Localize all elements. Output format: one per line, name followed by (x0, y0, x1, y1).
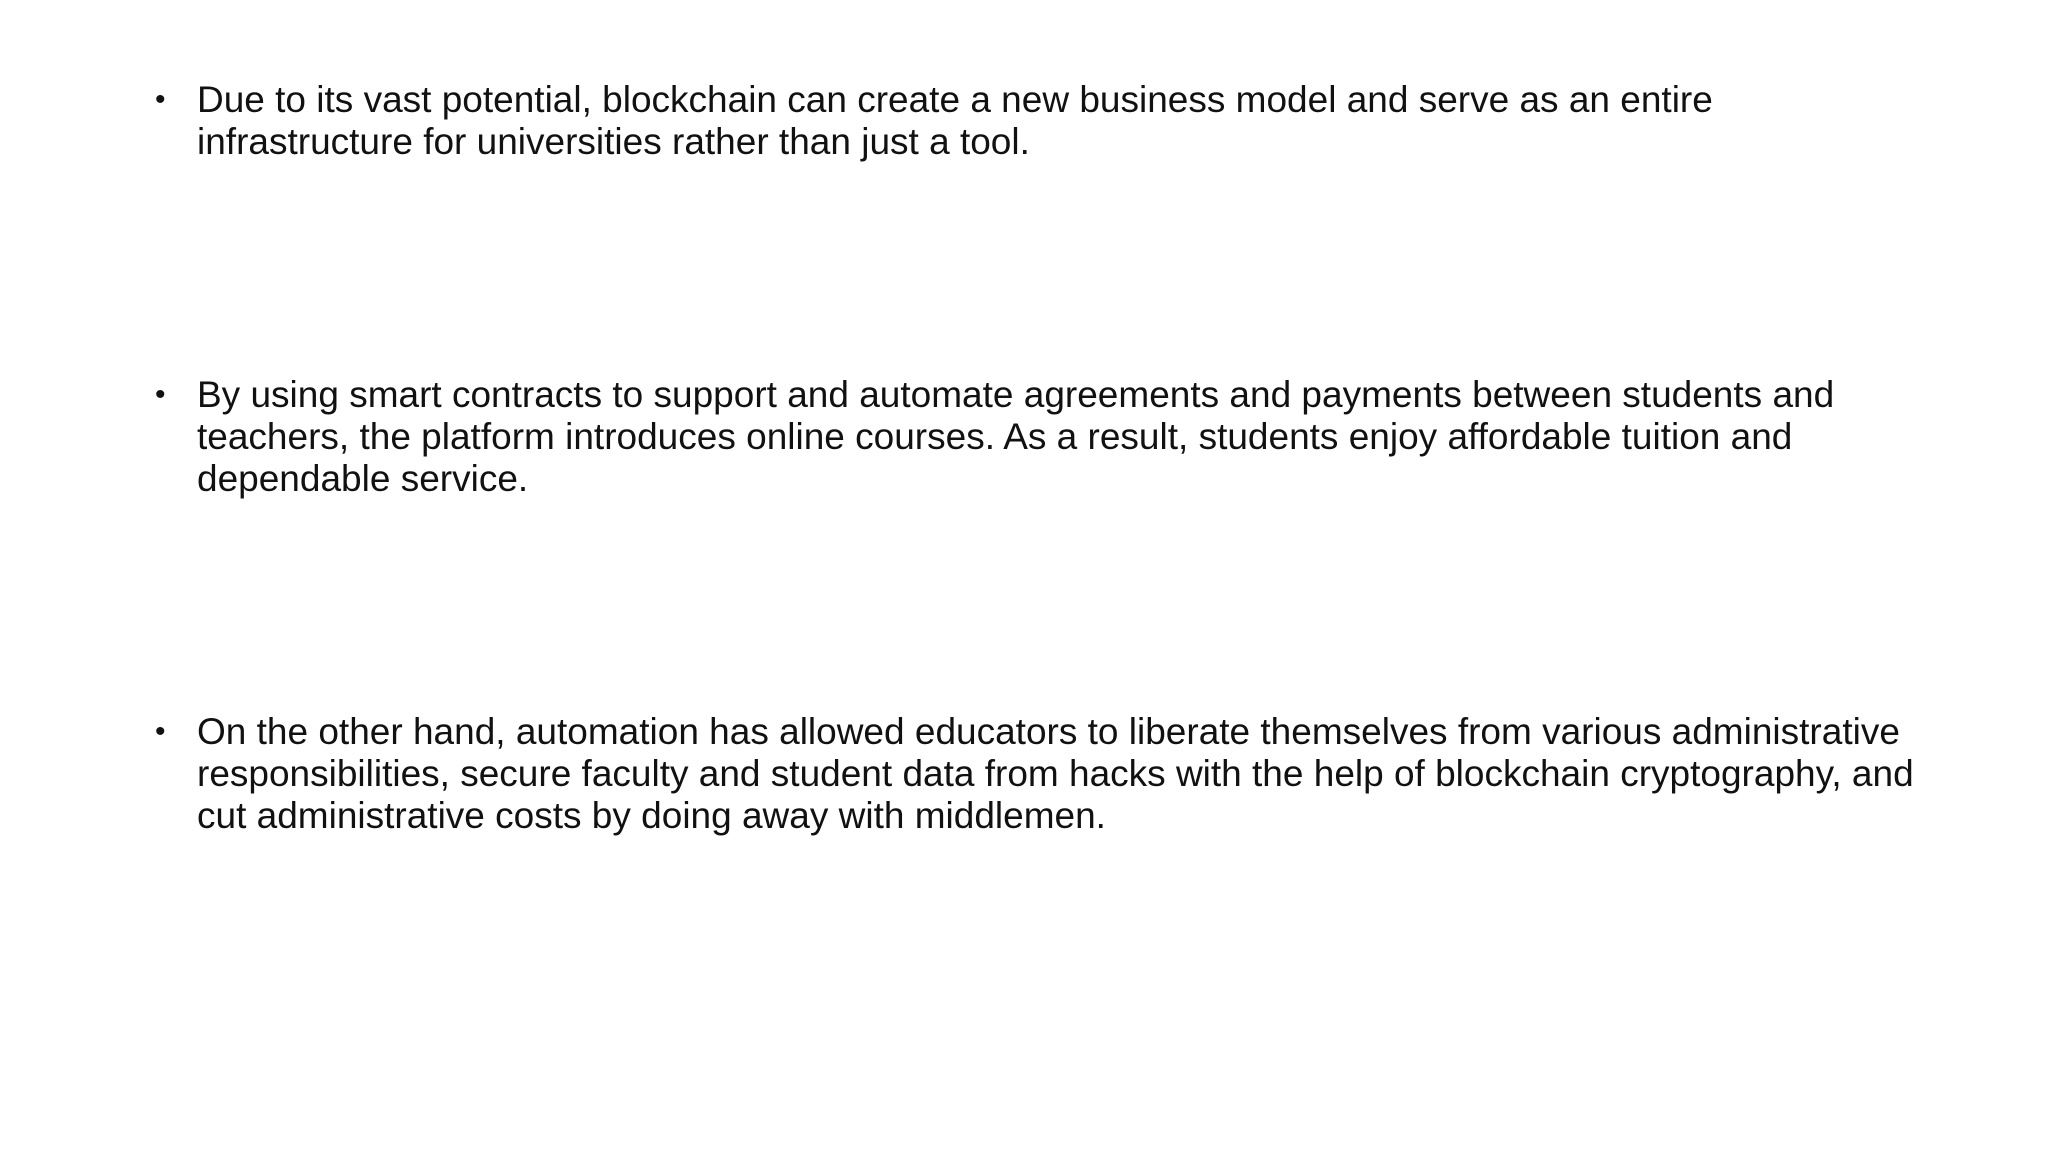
bullet-text: Due to its vast potential, blockchain can create a new business model and serve as an entire infrastructure for universities rather than just a tool. (197, 79, 1713, 162)
bullet-icon: • (155, 715, 166, 748)
bullet-item-business-model (155, 79, 1915, 163)
bullet-icon: • (155, 83, 166, 116)
bullet-item-automation (155, 711, 1915, 837)
bullet-item-smart-contracts (155, 374, 1915, 500)
bullet-icon: • (155, 378, 166, 411)
bullet-text: By using smart contracts to support and automate agreements and payments between students and teachers, the platform introduces online courses. As a result, students enjoy affordable tuition and dependable service. (197, 374, 1835, 499)
bullet-text: On the other hand, automation has allowed educators to liberate themselves from various administrative responsibilities, secure faculty and student data from hacks with the help of blockchain cryptography, and cut administrative costs by doing away with middlemen. (197, 711, 1914, 836)
